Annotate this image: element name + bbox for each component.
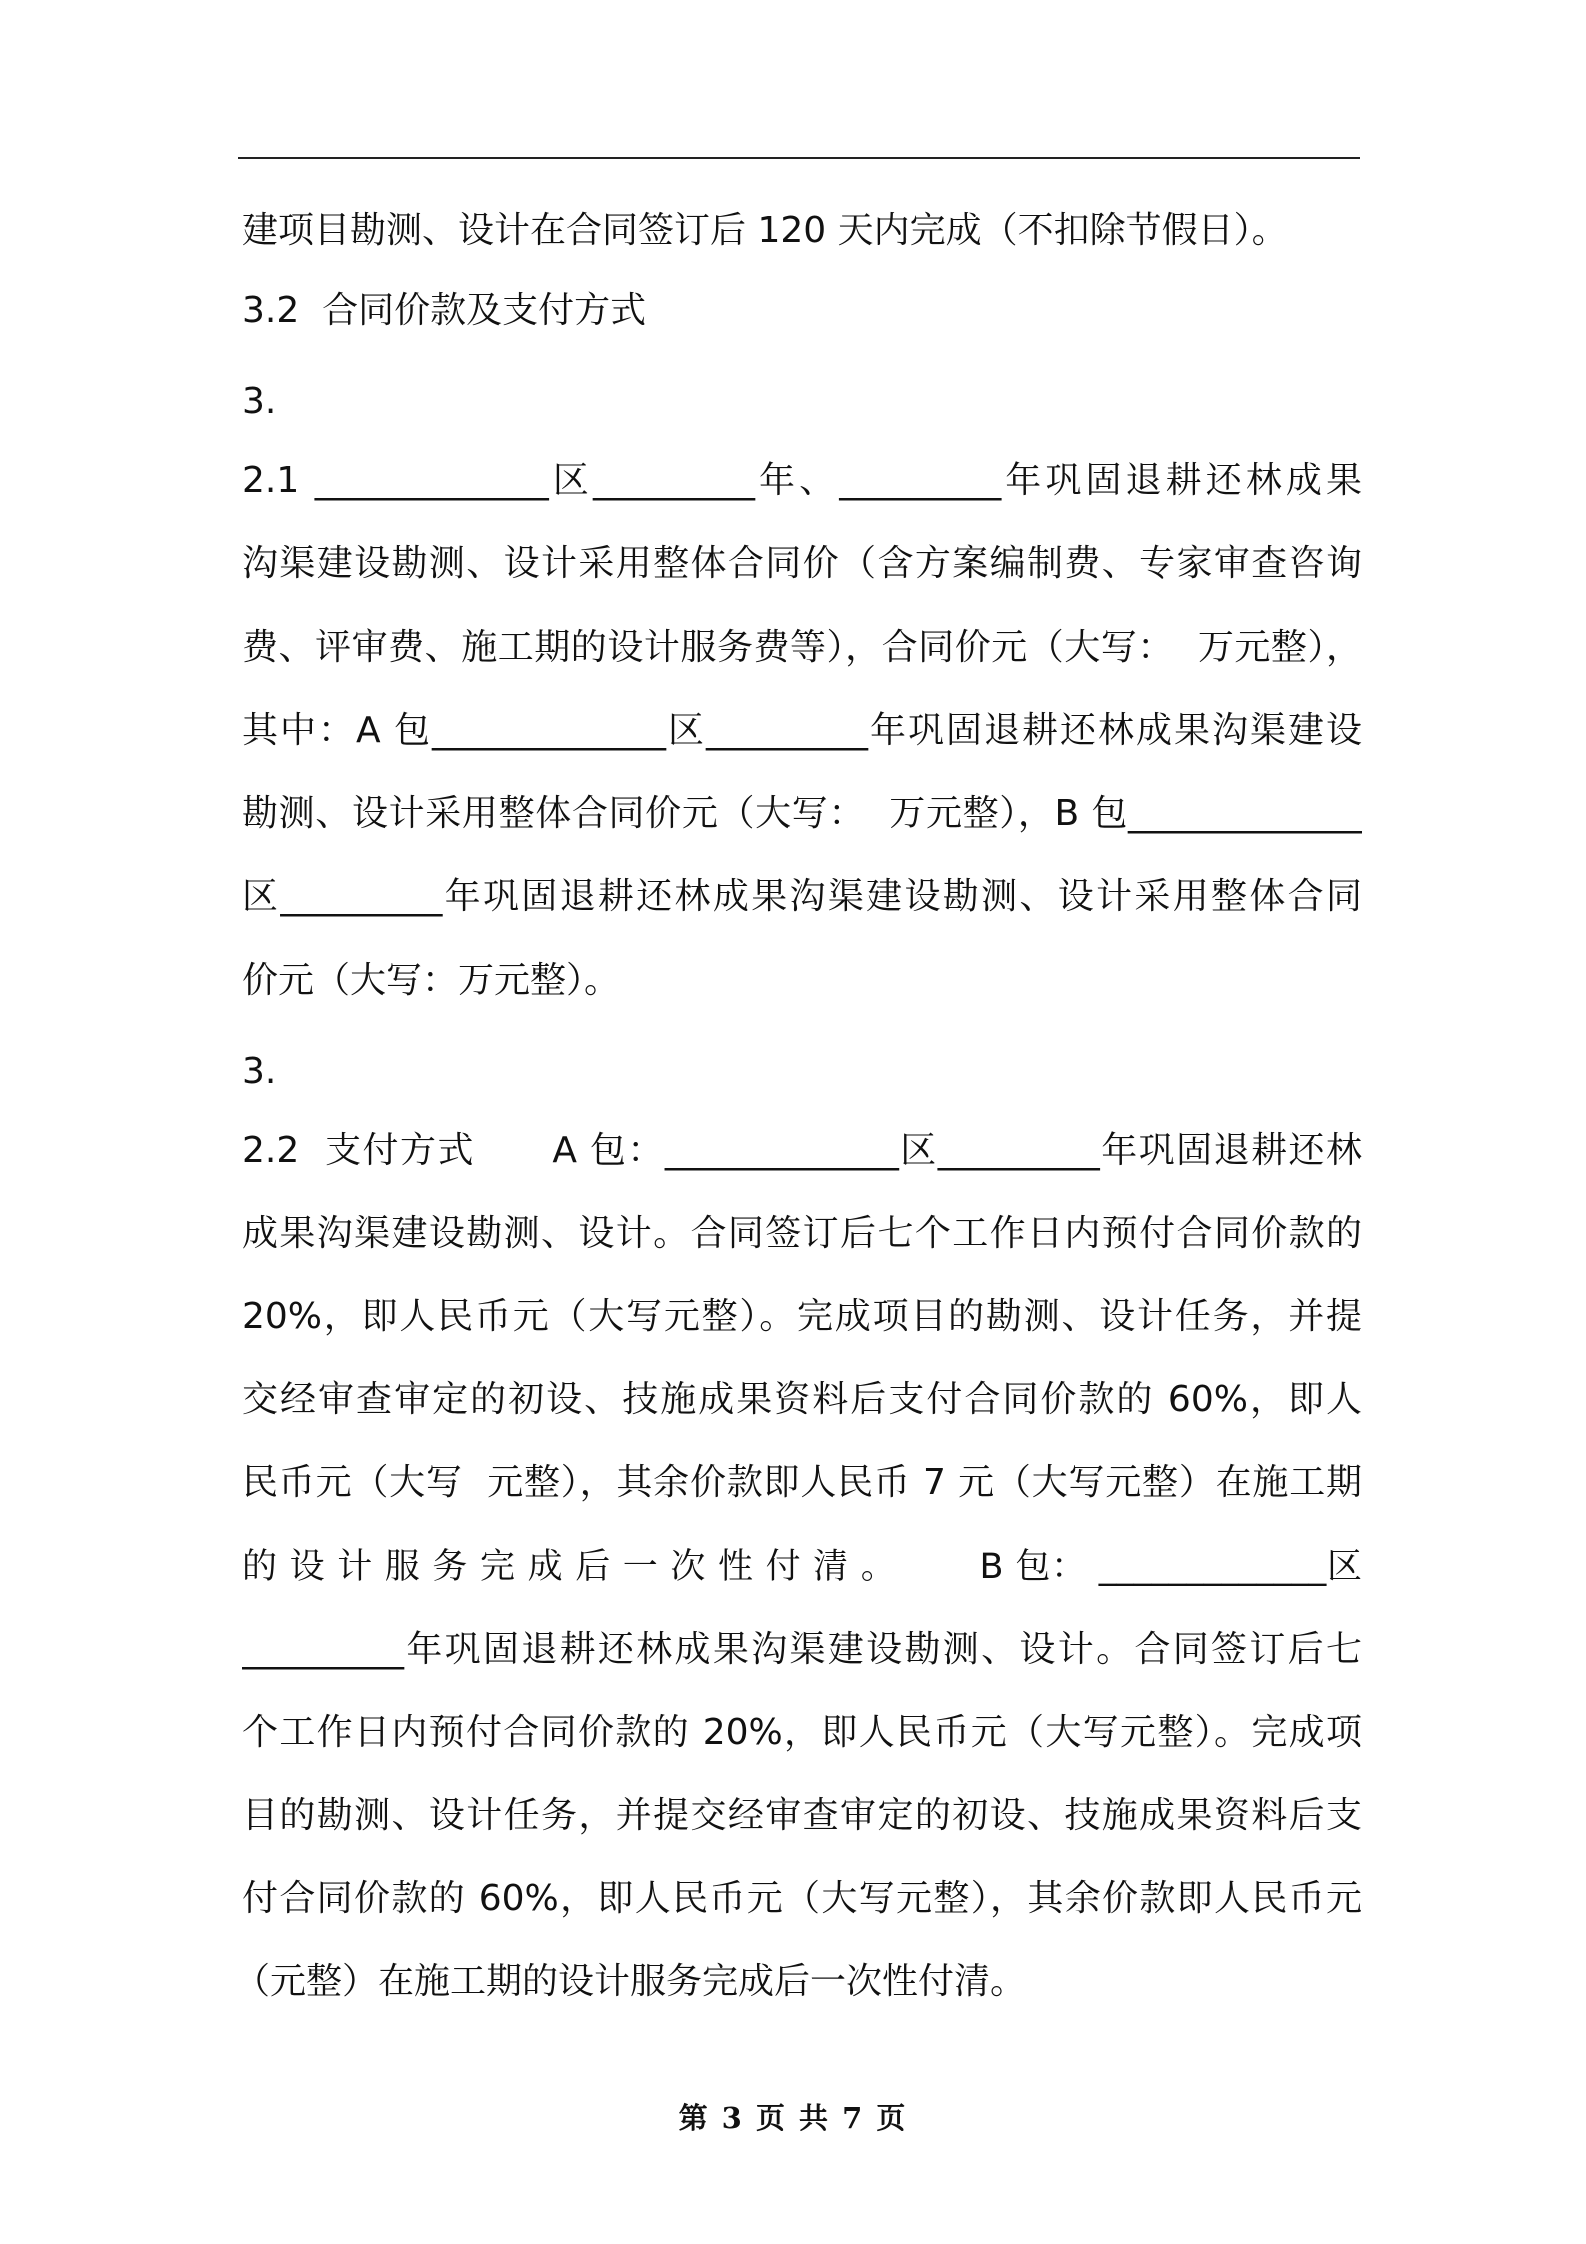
text-line-6: 费、评审费、施工期的设计服务费等），合同价元（大写： 万元整）， <box>242 627 1362 668</box>
text-line-17: 的 设 计 服 务 完 成 后 一 次 性 付 清 。 B 包： _____________区 <box>242 1547 1362 1587</box>
text-line-20: 目的勘测、设计任务，并提交经审查审定的初设、技施成果资料后支 <box>242 1795 1362 1836</box>
text-line-19: 个工作日内预付合同价款的 20%，即人民币元（大写元整）。完成项 <box>242 1712 1362 1753</box>
text-line-13: 成果沟渠建设勘测、设计。合同签订后七个工作日内预付合同价款的 <box>242 1213 1362 1254</box>
text-line-10: 价元（大写：万元整）。 <box>242 960 621 1001</box>
text-line-11: 3. <box>242 1051 277 1092</box>
text-line-9: 区_________年巩固退耕还林成果沟渠建设勘测、设计采用整体合同 <box>242 876 1362 917</box>
text-line-14: 20%，即人民币元（大写元整）。完成项目的勘测、设计任务，并提 <box>242 1296 1362 1337</box>
text-line-5: 沟渠建设勘测、设计采用整体合同价（含方案编制费、专家审查咨询 <box>242 543 1362 584</box>
text-line-3: 3. <box>242 381 277 422</box>
text-line-16: 民币元（大写 元整），其余价款即人民币 7 元（大写元整）在施工期 <box>242 1462 1362 1503</box>
section-heading-3-2: 3.2 合同价款及支付方式 <box>242 290 647 331</box>
text-line-15: 交经审查审定的初设、技施成果资料后支付合同价款的 60%，即人 <box>242 1379 1362 1420</box>
text-line-4: 2.1 _____________区_________年、_________年巩固退耕还林成果 <box>242 460 1362 501</box>
text-line-1: 建项目勘测、设计在合同签订后 120 天内完成（不扣除节假日）。 <box>242 210 1288 251</box>
text-line-18: _________年巩固退耕还林成果沟渠建设勘测、设计。合同签订后七 <box>242 1629 1362 1670</box>
header-rule <box>238 157 1360 159</box>
page-number-footer: 第 3 页 共 7 页 <box>678 2101 908 2135</box>
text-line-22: （元整）在施工期的设计服务完成后一次性付清。 <box>234 1961 1027 2002</box>
text-line-8: 勘测、设计采用整体合同价元（大写： 万元整），B 包_____________ <box>242 793 1362 834</box>
text-line-21: 付合同价款的 60%，即人民币元（大写元整），其余价款即人民币元 <box>242 1878 1362 1919</box>
text-line-7: 其中：A 包_____________区_________年巩固退耕还林成果沟渠建设 <box>242 710 1362 751</box>
text-line-12: 2.2 支付方式 A 包：_____________区_________年巩固退耕还林 <box>242 1130 1362 1171</box>
